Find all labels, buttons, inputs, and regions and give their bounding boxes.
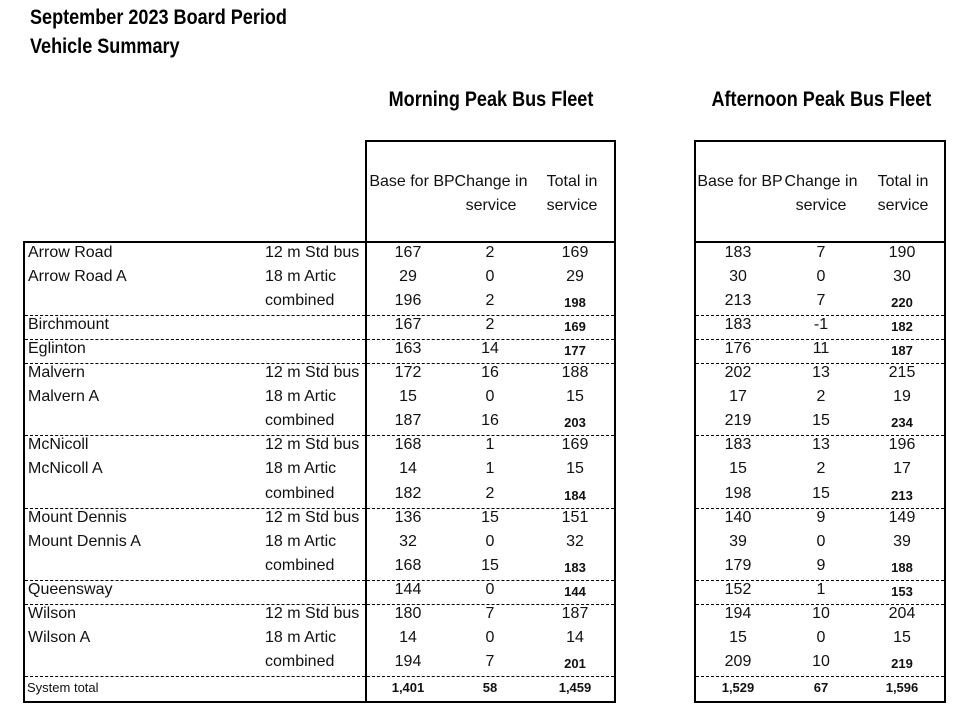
system-total-am-2: 1,459 <box>558 679 592 695</box>
am-value-1: 2 <box>485 484 495 502</box>
vehicle-type: 18 m Artic <box>265 532 337 550</box>
page-subtitle: Vehicle Summary <box>30 35 180 58</box>
pm-value-0: 15 <box>729 628 747 646</box>
am-value-0: 182 <box>394 484 422 502</box>
vehicle-type: 12 m Std bus <box>265 436 360 454</box>
pm-value-2: 215 <box>888 364 916 382</box>
depot-name: Wilson <box>28 604 77 622</box>
vehicle-type: combined <box>265 484 335 502</box>
vehicle-type: combined <box>265 292 335 310</box>
pm-value-2: 196 <box>888 436 916 454</box>
pm-value-1: 11 <box>812 340 830 358</box>
am-value-2: 203 <box>564 415 586 431</box>
am-value-0: 32 <box>399 532 417 550</box>
am-value-2: 169 <box>561 436 589 454</box>
am-value-0: 163 <box>394 340 422 358</box>
am-value-1: 0 <box>485 628 495 646</box>
am-value-0: 167 <box>394 244 422 261</box>
pm-value-0: 209 <box>724 652 752 670</box>
pm-value-1: 0 <box>816 628 826 646</box>
am-value-0: 136 <box>394 508 422 526</box>
vehicle-type: 18 m Artic <box>265 268 337 286</box>
am-value-0: 168 <box>394 556 422 574</box>
system-total-am-1: 58 <box>482 679 498 695</box>
am-value-1: 2 <box>485 316 495 334</box>
pm-value-0: 17 <box>729 388 747 406</box>
morning-fleet-title: Morning Peak Bus Fleet <box>388 88 594 111</box>
pm-value-2: 219 <box>891 655 913 671</box>
pm-value-2: 187 <box>891 343 913 359</box>
pm-value-0: 213 <box>724 292 752 310</box>
am-value-2: 15 <box>566 460 584 478</box>
vehicle-type: 12 m Std bus <box>265 244 360 261</box>
system-total-am-0: 1,401 <box>391 679 425 695</box>
am-value-1: 1 <box>485 460 495 478</box>
am-value-2: 15 <box>566 388 584 406</box>
am-value-0: 167 <box>394 316 422 334</box>
pm-value-0: 183 <box>724 244 752 261</box>
pm-value-1: 7 <box>816 244 826 261</box>
am-value-2: 169 <box>564 319 586 335</box>
row-separator <box>367 676 614 677</box>
system-total-pm-2: 1,596 <box>885 679 919 695</box>
vehicle-type: 12 m Std bus <box>265 604 360 622</box>
pm-value-2: 204 <box>888 604 916 622</box>
system-total-pm-1: 67 <box>813 679 829 695</box>
pm-value-1: 1 <box>816 580 826 598</box>
afternoon-header-total: Total in service <box>877 173 929 214</box>
depot-name: Wilson A <box>28 628 91 646</box>
am-value-1: 0 <box>485 580 495 598</box>
vehicle-type: 12 m Std bus <box>265 508 360 526</box>
am-value-0: 172 <box>394 364 422 382</box>
pm-value-1: 13 <box>812 436 830 454</box>
am-value-2: 177 <box>564 343 586 359</box>
page-title: September 2023 Board Period <box>30 6 287 29</box>
pm-value-2: 30 <box>893 268 911 286</box>
am-value-1: 2 <box>485 244 495 261</box>
afternoon-header-base: Base for BP <box>697 173 783 190</box>
am-value-1: 15 <box>481 556 499 574</box>
pm-value-2: 213 <box>891 487 913 503</box>
pm-value-0: 179 <box>724 556 752 574</box>
am-value-2: 169 <box>561 244 589 261</box>
pm-value-0: 194 <box>724 604 752 622</box>
am-value-1: 7 <box>485 604 495 622</box>
am-value-1: 2 <box>485 292 495 310</box>
row-separator <box>696 676 944 677</box>
am-value-0: 168 <box>394 436 422 454</box>
am-value-1: 7 <box>485 652 495 670</box>
pm-value-1: 15 <box>812 412 830 430</box>
pm-value-1: 15 <box>812 484 830 502</box>
am-value-2: 198 <box>564 295 586 311</box>
am-value-1: 0 <box>485 388 495 406</box>
am-value-2: 144 <box>564 583 586 599</box>
am-value-1: 15 <box>481 508 499 526</box>
am-value-2: 14 <box>566 628 584 646</box>
pm-value-0: 15 <box>729 460 747 478</box>
pm-value-0: 140 <box>724 508 752 526</box>
depot-name: Birchmount <box>28 316 109 334</box>
pm-value-0: 198 <box>724 484 752 502</box>
vehicle-type: combined <box>265 556 335 574</box>
vehicle-type: 18 m Artic <box>265 460 337 478</box>
vehicle-type: 12 m Std bus <box>265 364 360 382</box>
depot-name: Arrow Road A <box>28 268 127 286</box>
am-value-0: 14 <box>399 628 417 646</box>
am-value-2: 32 <box>566 532 584 550</box>
am-value-2: 183 <box>564 559 586 575</box>
depot-name: McNicoll <box>28 436 89 454</box>
pm-value-1: 13 <box>812 364 830 382</box>
depot-name: Eglinton <box>28 340 86 358</box>
row-separator <box>25 676 365 677</box>
am-value-0: 15 <box>399 388 417 406</box>
pm-value-1: 2 <box>816 388 826 406</box>
am-value-0: 187 <box>394 412 422 430</box>
pm-value-2: 220 <box>891 295 913 311</box>
am-value-2: 184 <box>564 487 586 503</box>
pm-value-2: 17 <box>893 460 911 478</box>
vehicle-type: 18 m Artic <box>265 388 337 406</box>
am-value-1: 16 <box>481 412 499 430</box>
am-value-0: 29 <box>399 268 417 286</box>
pm-value-0: 176 <box>724 340 752 358</box>
pm-value-2: 149 <box>888 508 916 526</box>
pm-value-2: 39 <box>893 532 911 550</box>
pm-value-2: 182 <box>891 319 913 335</box>
am-value-1: 0 <box>485 268 495 286</box>
pm-value-2: 234 <box>891 415 913 431</box>
am-value-1: 16 <box>481 364 499 382</box>
pm-value-2: 190 <box>888 244 916 261</box>
am-value-2: 151 <box>561 508 589 526</box>
pm-value-1: 9 <box>816 508 826 526</box>
morning-header-total: Total in service <box>546 173 598 214</box>
depot-name: Arrow Road <box>28 244 113 261</box>
am-value-2: 29 <box>566 268 584 286</box>
pm-value-1: 9 <box>816 556 826 574</box>
pm-value-0: 183 <box>724 316 752 334</box>
system-total-pm-0: 1,529 <box>721 679 755 695</box>
am-value-0: 180 <box>394 604 422 622</box>
pm-value-1: 2 <box>816 460 826 478</box>
am-value-2: 201 <box>564 655 586 671</box>
morning-header-change: Change in service <box>454 173 528 214</box>
am-value-2: 188 <box>561 364 589 382</box>
pm-value-1: 10 <box>812 652 830 670</box>
pm-value-0: 30 <box>729 268 747 286</box>
am-value-1: 0 <box>485 532 495 550</box>
vehicle-type: 18 m Artic <box>265 628 337 646</box>
am-value-0: 194 <box>394 652 422 670</box>
vehicle-type: combined <box>265 652 335 670</box>
pm-value-0: 152 <box>724 580 752 598</box>
morning-header-box <box>365 140 616 243</box>
pm-value-1: 10 <box>812 604 830 622</box>
depot-name: McNicoll A <box>28 460 103 478</box>
system-total-label: System total <box>27 679 99 695</box>
depot-name: Mount Dennis <box>28 508 127 526</box>
am-value-0: 14 <box>399 460 417 478</box>
pm-value-2: 188 <box>891 559 913 575</box>
pm-value-2: 15 <box>893 628 911 646</box>
pm-value-1: 7 <box>816 292 826 310</box>
am-value-1: 14 <box>481 340 499 358</box>
morning-header-base: Base for BP <box>369 173 455 190</box>
pm-value-2: 153 <box>891 583 913 599</box>
pm-value-1: 0 <box>816 268 826 286</box>
depot-name: Malvern A <box>28 388 100 406</box>
am-value-0: 196 <box>394 292 422 310</box>
afternoon-header-change: Change in service <box>784 173 858 214</box>
pm-value-1: -1 <box>813 316 829 334</box>
afternoon-header-box <box>694 140 946 243</box>
pm-value-2: 19 <box>893 388 911 406</box>
pm-value-0: 202 <box>724 364 752 382</box>
am-value-1: 1 <box>485 436 495 454</box>
pm-value-0: 183 <box>724 436 752 454</box>
depot-name: Mount Dennis A <box>28 532 141 550</box>
depot-name: Queensway <box>28 580 113 598</box>
afternoon-fleet-title: Afternoon Peak Bus Fleet <box>711 88 932 111</box>
pm-value-0: 39 <box>729 532 747 550</box>
am-value-0: 144 <box>394 580 422 598</box>
pm-value-0: 219 <box>724 412 752 430</box>
am-value-2: 187 <box>561 604 589 622</box>
pm-value-1: 0 <box>816 532 826 550</box>
depot-name: Malvern <box>28 364 85 382</box>
vehicle-type: combined <box>265 412 335 430</box>
